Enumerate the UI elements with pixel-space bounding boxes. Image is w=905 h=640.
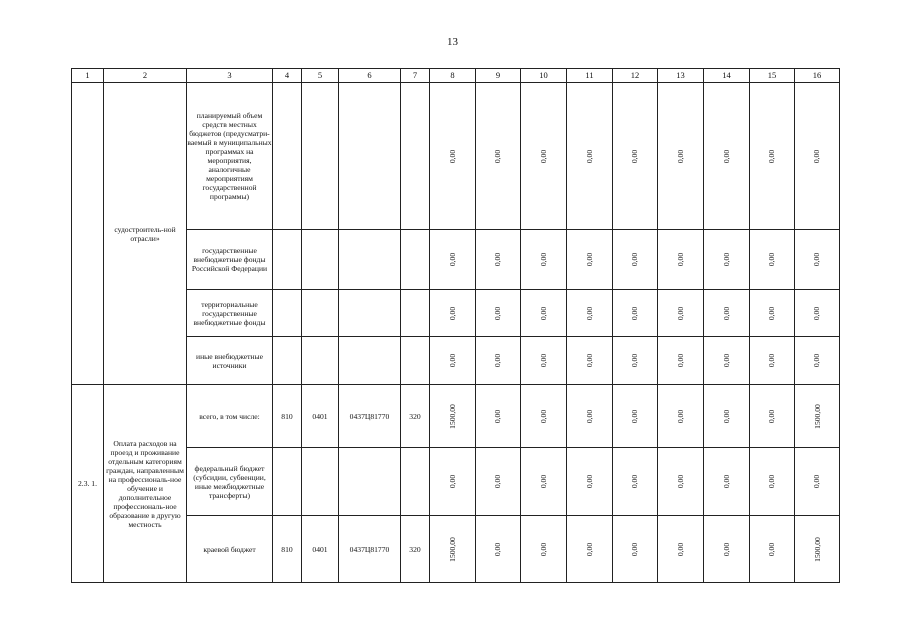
event-name-cell: судостроитель-ной отрасли» bbox=[104, 83, 187, 385]
value-text: 0,00 bbox=[721, 542, 731, 556]
value-text: 0,00 bbox=[767, 252, 777, 267]
value-cell bbox=[613, 516, 658, 583]
funding-source-cell: государственные внебюджетные фонды Российской Федерации bbox=[187, 230, 273, 290]
value-text: 0,00 bbox=[721, 252, 731, 267]
value-cell bbox=[704, 337, 750, 385]
value-text: 0,00 bbox=[675, 542, 685, 556]
value-cell bbox=[430, 516, 476, 583]
column-number-row bbox=[72, 69, 840, 83]
funding-source-cell: территориальные государственные внебюджетные фонды bbox=[187, 290, 273, 337]
budget-table bbox=[71, 68, 840, 583]
value-cell bbox=[430, 385, 476, 448]
value-cell bbox=[750, 337, 795, 385]
column-header: 9 bbox=[476, 69, 521, 83]
value-text: 0,00 bbox=[630, 306, 640, 320]
page-number: 13 bbox=[447, 36, 458, 48]
code-cell: 320 bbox=[401, 385, 430, 448]
column-header: 10 bbox=[521, 69, 567, 83]
value-text: 0,00 bbox=[493, 353, 503, 368]
value-text: 0,00 bbox=[675, 474, 685, 489]
value-text: 0,00 bbox=[584, 252, 594, 267]
row-number-cell bbox=[72, 83, 104, 385]
value-cell bbox=[795, 448, 840, 516]
value-text: 0,00 bbox=[493, 474, 503, 489]
value-cell bbox=[476, 385, 521, 448]
value-text: 0,00 bbox=[812, 474, 822, 489]
value-text: 0,00 bbox=[493, 306, 503, 320]
column-header: 15 bbox=[750, 69, 795, 83]
value-text: 0,00 bbox=[447, 252, 457, 267]
table-row bbox=[72, 385, 840, 448]
value-cell bbox=[430, 230, 476, 290]
value-text: 0,00 bbox=[721, 474, 731, 489]
table-row bbox=[72, 83, 840, 230]
funding-source-cell: иные внебюджетные источники bbox=[187, 337, 273, 385]
value-cell bbox=[476, 83, 521, 230]
value-cell bbox=[613, 337, 658, 385]
value-cell bbox=[750, 230, 795, 290]
value-text: 0,00 bbox=[630, 474, 640, 489]
code-cell: 810 bbox=[273, 385, 302, 448]
value-cell bbox=[704, 385, 750, 448]
column-header: 2 bbox=[104, 69, 187, 83]
value-text: 0,00 bbox=[584, 542, 594, 556]
value-cell bbox=[658, 385, 704, 448]
value-cell bbox=[795, 83, 840, 230]
value-cell bbox=[430, 83, 476, 230]
value-cell bbox=[613, 290, 658, 337]
value-cell bbox=[750, 516, 795, 583]
value-cell bbox=[430, 337, 476, 385]
value-cell bbox=[795, 516, 840, 583]
value-cell bbox=[704, 230, 750, 290]
funding-source-cell: планируемый объем средств местных бюджетов (предусматри-ваемый в муниципальных программах на мероприятия, аналогичные мероприятиям государственной программы) bbox=[187, 83, 273, 230]
value-text: 0,00 bbox=[538, 409, 548, 423]
row-number-cell: 2.3. 1. bbox=[72, 385, 104, 583]
value-text: 0,00 bbox=[630, 149, 640, 163]
code-cell bbox=[401, 448, 430, 516]
value-text: 0,00 bbox=[630, 353, 640, 368]
code-cell: 0437Ц81770 bbox=[339, 516, 401, 583]
value-text: 0,00 bbox=[630, 542, 640, 556]
value-cell bbox=[567, 230, 613, 290]
value-cell bbox=[476, 337, 521, 385]
value-text: 0,00 bbox=[675, 409, 685, 423]
value-text: 0,00 bbox=[493, 542, 503, 556]
value-cell bbox=[795, 337, 840, 385]
value-text: 0,00 bbox=[675, 149, 685, 163]
value-cell bbox=[658, 337, 704, 385]
column-header: 13 bbox=[658, 69, 704, 83]
value-cell bbox=[613, 448, 658, 516]
column-header: 16 bbox=[795, 69, 840, 83]
value-text: 1500,00 bbox=[812, 403, 822, 429]
funding-source-cell: краевой бюджет bbox=[187, 516, 273, 583]
value-cell bbox=[704, 83, 750, 230]
value-text: 0,00 bbox=[721, 409, 731, 423]
column-header: 3 bbox=[187, 69, 273, 83]
value-cell bbox=[750, 83, 795, 230]
code-cell bbox=[302, 448, 339, 516]
code-cell: 0401 bbox=[302, 385, 339, 448]
value-text: 0,00 bbox=[584, 149, 594, 163]
value-cell bbox=[521, 385, 567, 448]
value-cell bbox=[476, 290, 521, 337]
value-cell bbox=[658, 290, 704, 337]
value-cell bbox=[521, 83, 567, 230]
column-header: 4 bbox=[273, 69, 302, 83]
column-header: 11 bbox=[567, 69, 613, 83]
value-cell bbox=[567, 385, 613, 448]
value-cell bbox=[521, 448, 567, 516]
column-header: 14 bbox=[704, 69, 750, 83]
value-cell bbox=[795, 385, 840, 448]
value-cell bbox=[750, 290, 795, 337]
value-text: 0,00 bbox=[584, 353, 594, 368]
value-text: 0,00 bbox=[630, 252, 640, 267]
value-cell bbox=[795, 230, 840, 290]
value-cell bbox=[476, 448, 521, 516]
code-cell: 810 bbox=[273, 516, 302, 583]
value-text: 1500,00 bbox=[812, 536, 822, 562]
value-cell bbox=[750, 448, 795, 516]
value-text: 1500,00 bbox=[448, 536, 457, 562]
table-row bbox=[72, 290, 840, 337]
value-text: 0,00 bbox=[812, 353, 822, 368]
column-header: 12 bbox=[613, 69, 658, 83]
value-text: 0,00 bbox=[584, 306, 594, 320]
funding-source-cell: федеральный бюджет (субсидии, субвенции, иные межбюджетные трансферты) bbox=[187, 448, 273, 516]
value-cell bbox=[567, 290, 613, 337]
value-text: 0,00 bbox=[493, 409, 503, 423]
value-text: 0,00 bbox=[538, 474, 548, 489]
value-text: 0,00 bbox=[538, 306, 548, 320]
code-cell: 0437Ц81770 bbox=[339, 385, 401, 448]
value-text: 0,00 bbox=[812, 306, 822, 320]
value-text: 0,00 bbox=[767, 474, 777, 489]
value-cell bbox=[613, 230, 658, 290]
value-text: 0,00 bbox=[447, 306, 457, 320]
value-text: 0,00 bbox=[767, 353, 777, 368]
value-cell bbox=[567, 448, 613, 516]
value-text: 0,00 bbox=[584, 474, 594, 489]
value-cell bbox=[476, 230, 521, 290]
value-text: 0,00 bbox=[538, 542, 548, 556]
value-text: 0,00 bbox=[493, 149, 503, 163]
value-text: 0,00 bbox=[675, 353, 685, 368]
value-text: 0,00 bbox=[538, 252, 548, 267]
value-cell bbox=[795, 290, 840, 337]
value-cell bbox=[430, 448, 476, 516]
value-cell bbox=[521, 516, 567, 583]
value-cell bbox=[658, 516, 704, 583]
value-text: 1500,00 bbox=[448, 403, 457, 429]
value-text: 0,00 bbox=[447, 149, 457, 163]
value-text: 0,00 bbox=[767, 306, 777, 320]
value-text: 0,00 bbox=[767, 542, 777, 556]
value-cell bbox=[704, 516, 750, 583]
code-cell: 0401 bbox=[302, 516, 339, 583]
table-row bbox=[72, 230, 840, 290]
value-cell bbox=[704, 448, 750, 516]
value-text: 0,00 bbox=[538, 353, 548, 368]
value-cell bbox=[658, 230, 704, 290]
value-text: 0,00 bbox=[812, 149, 822, 163]
value-text: 0,00 bbox=[721, 353, 731, 368]
code-cell bbox=[339, 448, 401, 516]
column-header: 8 bbox=[430, 69, 476, 83]
value-text: 0,00 bbox=[447, 353, 457, 368]
table-row bbox=[72, 448, 840, 516]
table-row bbox=[72, 516, 840, 583]
value-text: 0,00 bbox=[767, 409, 777, 423]
value-cell bbox=[704, 290, 750, 337]
value-text: 0,00 bbox=[447, 474, 457, 489]
value-cell bbox=[521, 290, 567, 337]
value-text: 0,00 bbox=[630, 409, 640, 423]
column-header: 5 bbox=[302, 69, 339, 83]
value-text: 0,00 bbox=[493, 252, 503, 267]
value-text: 0,00 bbox=[675, 252, 685, 267]
value-text: 0,00 bbox=[538, 149, 548, 163]
value-text: 0,00 bbox=[584, 409, 594, 423]
table-row bbox=[72, 337, 840, 385]
value-text: 0,00 bbox=[767, 149, 777, 163]
value-text: 0,00 bbox=[812, 252, 822, 267]
value-text: 0,00 bbox=[721, 306, 731, 320]
value-cell bbox=[521, 230, 567, 290]
column-header: 6 bbox=[339, 69, 401, 83]
column-header: 1 bbox=[72, 69, 104, 83]
value-cell bbox=[658, 448, 704, 516]
code-cell: 320 bbox=[401, 516, 430, 583]
value-cell bbox=[750, 385, 795, 448]
value-cell bbox=[521, 337, 567, 385]
value-cell bbox=[567, 337, 613, 385]
value-cell bbox=[567, 516, 613, 583]
code-cell bbox=[273, 448, 302, 516]
value-cell bbox=[658, 83, 704, 230]
column-header: 7 bbox=[401, 69, 430, 83]
value-text: 0,00 bbox=[721, 149, 731, 163]
event-name-cell: Оплата расходов на проезд и проживание отдельным категориям граждан, направленным на профессиональ-ное обучение и дополнительное профессиональ-ное образование в другую местность bbox=[104, 385, 187, 583]
value-cell bbox=[613, 83, 658, 230]
funding-source-cell: всего, в том числе: bbox=[187, 385, 273, 448]
value-text: 0,00 bbox=[675, 306, 685, 320]
value-cell bbox=[613, 385, 658, 448]
value-cell bbox=[567, 83, 613, 230]
value-cell bbox=[476, 516, 521, 583]
value-cell bbox=[430, 290, 476, 337]
